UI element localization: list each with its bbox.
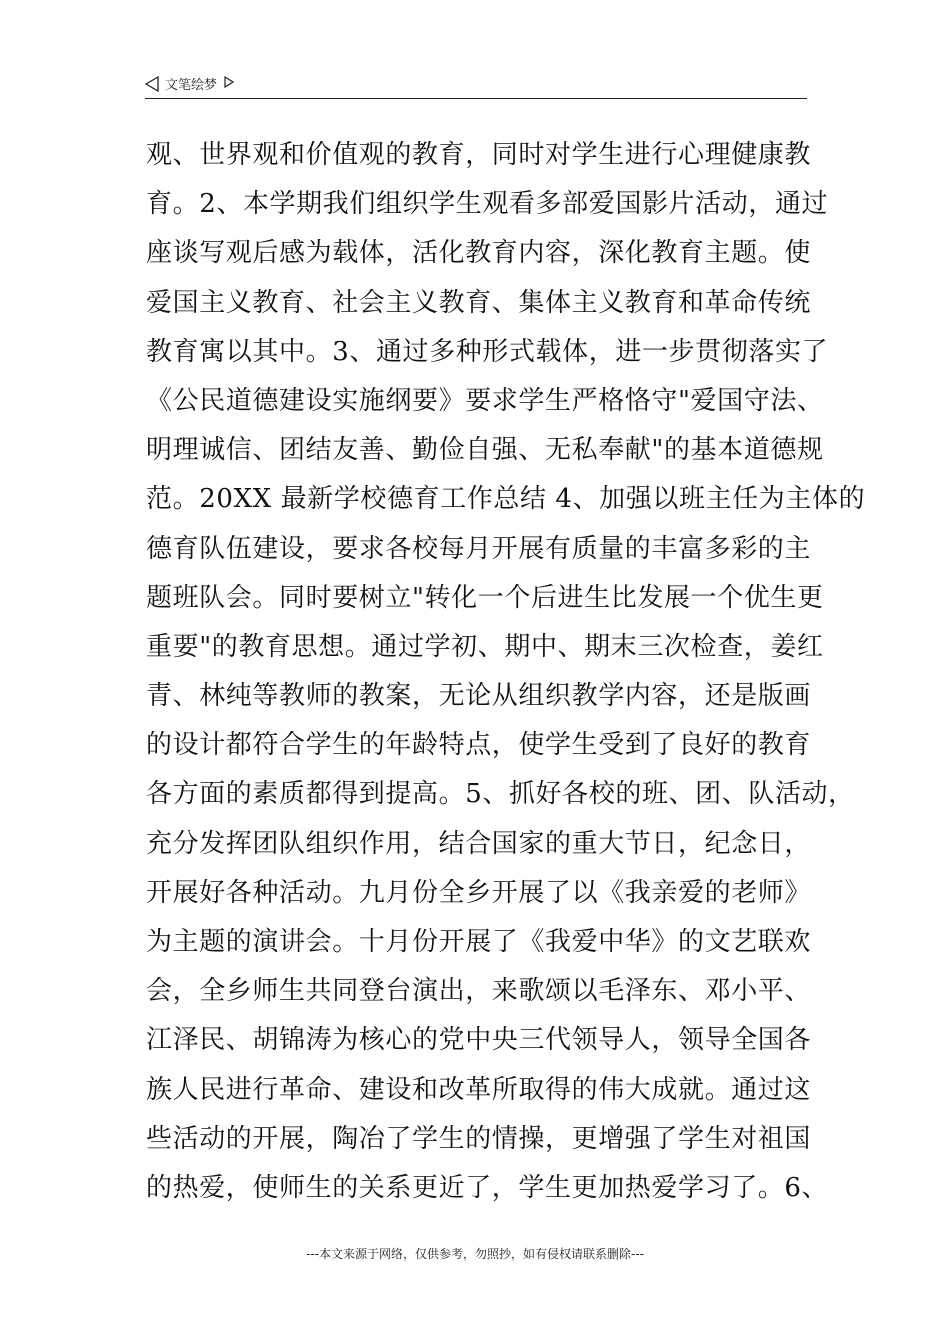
text-line: 爱国主义教育、社会主义教育、集体主义教育和革命传统 bbox=[146, 287, 812, 318]
text-line: 青、林纯等教师的教案，无论从组织教学内容，还是版画 bbox=[146, 681, 812, 712]
text-line: 的设计都符合学生的年龄特点，使学生受到了良好的教育 bbox=[146, 730, 812, 761]
text-line: 开展好各种活动。九月份全乡开展了以《我亲爱的老师》 bbox=[146, 877, 812, 908]
text-line: 座谈写观后感为载体，活化教育内容，深化教育主题。使 bbox=[146, 238, 812, 269]
text-line: 江泽民、胡锦涛为核心的党中央三代领导人，领导全国各 bbox=[146, 1025, 812, 1056]
header-brand bbox=[145, 74, 234, 93]
triangle-right-icon bbox=[224, 76, 234, 88]
text-line: 观、世界观和价值观的教育，同时对学生进行心理健康教 bbox=[146, 140, 812, 170]
text-line: 充分发挥团队组织作用，结合国家的重大节日，纪念日， bbox=[146, 828, 812, 859]
document-body bbox=[146, 131, 866, 1213]
footer-notice: ---本文来源于网络，仅供参考，勿照抄，如有侵权请联系删除--- bbox=[306, 1247, 644, 1261]
header-title: 文笔绘梦 bbox=[165, 78, 218, 93]
triangle-left-icon bbox=[145, 76, 159, 92]
text-line: 德育队伍建设，要求各校每月开展有质量的丰富多彩的主 bbox=[146, 533, 812, 564]
text-line: 《公民道德建设实施纲要》要求学生严格恪守"爱国守法、 bbox=[146, 385, 824, 416]
text-line: 族人民进行革命、建设和改革所取得的伟大成就。通过这 bbox=[146, 1074, 812, 1105]
text-line: 范。20XX 最新学校德育工作总结 4、加强以班主任为主体的 bbox=[146, 484, 866, 515]
text-line: 明理诚信、团结友善、勤俭自强、无私奉献"的基本道德规 bbox=[146, 435, 824, 466]
text-line: 为主题的演讲会。十月份开展了《我爱中华》的文艺联欢 bbox=[146, 927, 812, 957]
text-line: 会，全乡师生共同登台演出，来歌颂以毛泽东、邓小平、 bbox=[146, 976, 812, 1007]
text-line: 各方面的素质都得到提高。5、抓好各校的班、团、队活动， bbox=[146, 779, 855, 810]
text-line: 育。2、本学期我们组织学生观看多部爱国影片活动，通过 bbox=[146, 189, 829, 220]
text-line: 题班队会。同时要树立"转化一个后进生比发展一个优生更 bbox=[146, 582, 824, 613]
text-line: 的热爱，使师生的关系更近了，学生更加热爱学习了。6、 bbox=[146, 1172, 829, 1203]
text-line: 教育寓以其中。3、通过多种形式载体，进一步贯彻落实了 bbox=[146, 336, 829, 367]
page-header bbox=[145, 72, 807, 99]
text-line: 重要"的教育思想。通过学初、期中、期末三次检查，姜红 bbox=[146, 631, 824, 662]
text-line: 些活动的开展，陶冶了学生的情操，更增强了学生对祖国 bbox=[146, 1123, 812, 1154]
